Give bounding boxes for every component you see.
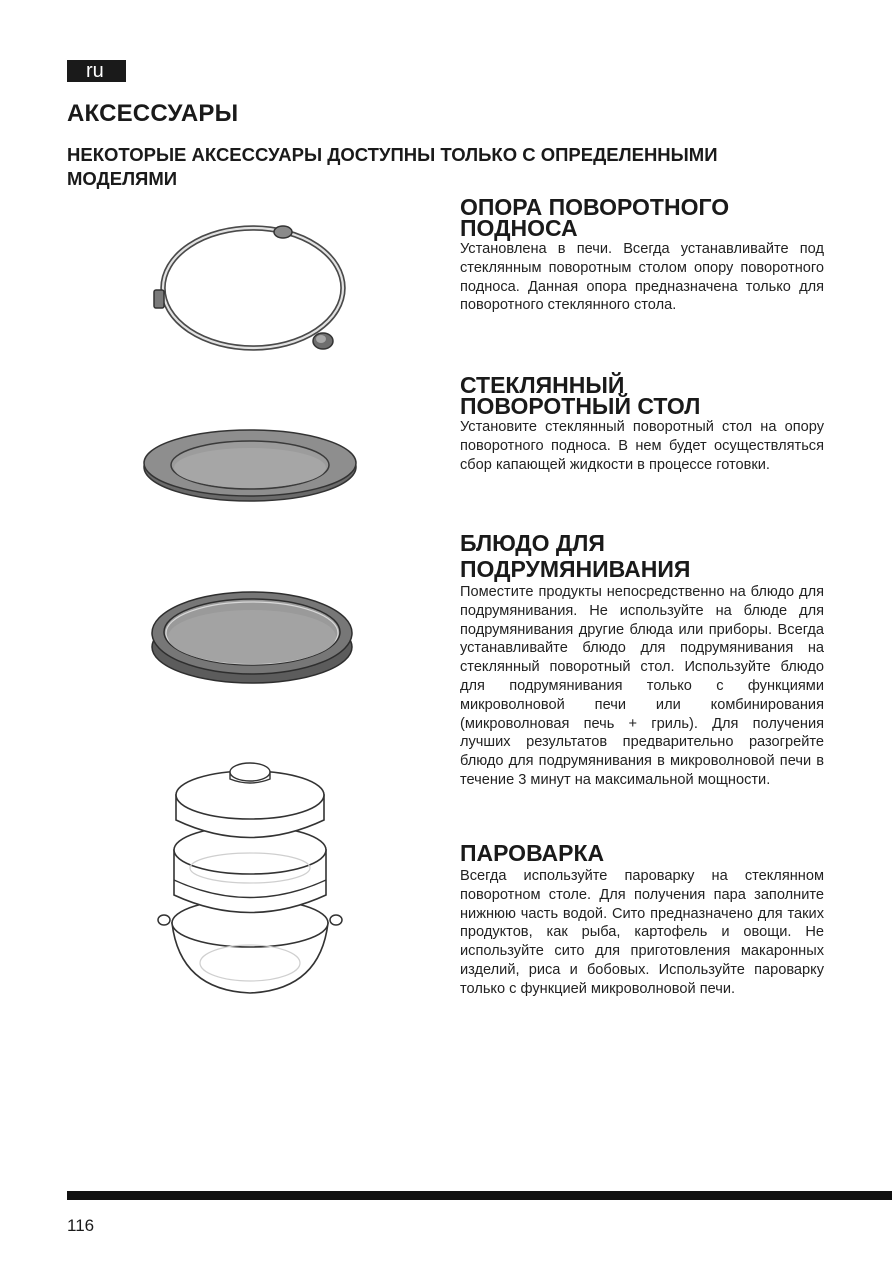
section-title: БЛЮДО ДЛЯ ПОДРУМЯНИВАНИЯ	[460, 530, 691, 582]
section-crisp-plate	[460, 530, 824, 790]
section-text: Установлена в печи. Всегда устанавливайте под стеклянным поворотным столом опору поворотного подноса. Данная опора предназначена только для поворотного стеклянного стола.	[460, 241, 824, 314]
crisp-plate-icon	[148, 585, 358, 690]
section-text: Установите стеклянный поворотный стол на опору поворотного подноса. В нем будет осуществляться сбор капающей жидкости в процессе готовки.	[460, 419, 824, 473]
section-steamer	[460, 840, 824, 999]
section-text: Поместите продукты непосредственно на блюдо для подрумянивания. Не используйте на блюде для подрумянивания другие блюда или приборы. Всегда устанавливайте блюдо для подрумянивания на стеклянный поворотный стол. Используйте блюдо для подрумянивания только с функциями микроволновой печи или комбинирования (микроволновая печь + гриль). Для получения лучших результатов предварительно разогрейте блюдо для подрумянивания в микроволновой печи в течение 3 минут на максимальной мощности.	[460, 584, 824, 788]
section-title: СТЕКЛЯННЫЙ ПОВОРОТНЫЙ СТОЛ	[460, 372, 701, 419]
section-title: ПАРОВАРКА	[460, 840, 605, 866]
page-number: 116	[67, 1216, 95, 1235]
steamer-icon	[150, 755, 350, 1000]
section-text: Всегда используйте пароварку на стеклянном поворотном столе. Для получения пара заполните нижнюю часть водой. Сито предназначено для таких продуктов, как рыба, картофель и овощи. Не используйте сито для приготовления макаронных изделий, риса и бобовых. Используйте пароварку только с функцией микроволновой печи.	[460, 868, 824, 997]
footer-divider	[67, 1191, 892, 1200]
language-badge: ru	[67, 60, 126, 82]
turntable-support-icon	[140, 215, 360, 360]
section-turntable-support	[460, 194, 824, 315]
section-glass-turntable	[460, 372, 824, 474]
page-title: АКСЕССУАРЫ	[67, 100, 239, 127]
section-title: ОПОРА ПОВОРОТНОГО ПОДНОСА	[460, 194, 730, 241]
glass-turntable-icon	[140, 425, 360, 505]
page-subtitle: НЕКОТОРЫЕ АКСЕССУАРЫ ДОСТУПНЫ ТОЛЬКО С ОПРЕДЕЛЕННЫМИ МОДЕЛЯМИ	[67, 144, 718, 189]
